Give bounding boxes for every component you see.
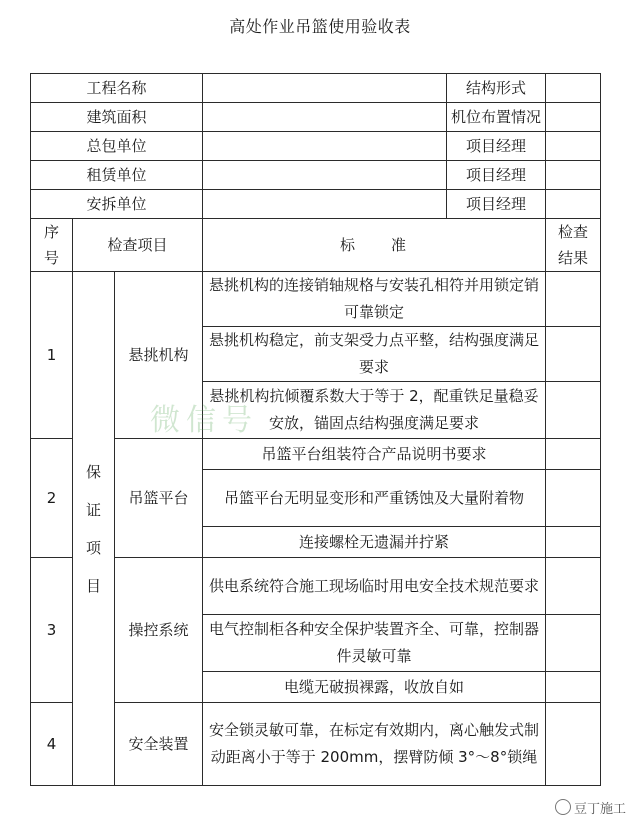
criterion-text: 悬挑机构的连接销轴规格与安装孔相符并用锁定销可靠锁定	[203, 272, 546, 327]
page-title: 高处作业吊篮使用验收表	[229, 17, 411, 36]
section-name: 吊篮平台	[115, 439, 203, 558]
inspection-table	[30, 73, 601, 786]
header-result: 检查 结果	[546, 219, 601, 272]
criterion-text: 电气控制柜各种安全保护装置齐全、可靠，控制器件灵敏可靠	[203, 615, 546, 672]
watermark: 微信号	[150, 403, 258, 438]
info-label: 结构形式	[447, 74, 546, 103]
info-label: 安拆单位	[31, 190, 203, 219]
info-label: 机位布置情况	[447, 103, 546, 132]
info-value	[546, 132, 601, 161]
criterion-row	[31, 703, 601, 786]
header-standard: 标 准	[203, 219, 546, 272]
criterion-text: 供电系统符合施工现场临时用电安全技术规范要求	[203, 558, 546, 615]
info-label: 总包单位	[31, 132, 203, 161]
info-row	[31, 103, 601, 132]
section-name: 安全装置	[115, 703, 203, 786]
criterion-text: 电缆无破损裸露，收放自如	[203, 672, 546, 703]
criterion-row	[31, 439, 601, 470]
result-cell	[546, 527, 601, 558]
info-value	[546, 103, 601, 132]
footer-brand	[555, 798, 626, 817]
info-value	[546, 161, 601, 190]
section-name: 操控系统	[115, 558, 203, 703]
info-label: 项目经理	[447, 190, 546, 219]
info-value	[546, 74, 601, 103]
result-cell	[546, 272, 601, 327]
header-row	[31, 219, 601, 272]
info-label: 建筑面积	[31, 103, 203, 132]
criterion-row	[31, 272, 601, 327]
info-row	[31, 190, 601, 219]
criterion-row	[31, 558, 601, 615]
section-number: 1	[31, 272, 73, 439]
section-number: 4	[31, 703, 73, 786]
result-cell	[546, 615, 601, 672]
info-value	[203, 190, 447, 219]
section-name: 悬挑机构	[115, 272, 203, 439]
info-value	[203, 132, 447, 161]
result-cell	[546, 439, 601, 470]
info-row	[31, 132, 601, 161]
result-cell	[546, 470, 601, 527]
result-cell	[546, 327, 601, 382]
header-seq: 序 号	[31, 219, 73, 272]
result-cell	[546, 672, 601, 703]
criterion-text: 吊篮平台无明显变形和严重锈蚀及大量附着物	[203, 470, 546, 527]
criterion-text: 吊篮平台组装符合产品说明书要求	[203, 439, 546, 470]
result-cell	[546, 703, 601, 786]
info-label: 项目经理	[447, 161, 546, 190]
category-label: 保 证 项 目	[73, 272, 115, 786]
section-number: 3	[31, 558, 73, 703]
brand-icon	[555, 799, 571, 815]
info-label: 项目经理	[447, 132, 546, 161]
info-row	[31, 161, 601, 190]
result-cell	[546, 558, 601, 615]
criterion-text: 悬挑机构抗倾覆系数大于等于 2，配重铁足量稳妥安放，锚固点结构强度满足要求	[203, 382, 546, 439]
info-value	[203, 74, 447, 103]
info-value	[203, 103, 447, 132]
info-row	[31, 74, 601, 103]
criterion-text: 安全锁灵敏可靠，在标定有效期内，离心触发式制动距离小于等于 200mm，摆臂防倾 3°～8°锁绳	[203, 703, 546, 786]
info-value	[203, 161, 447, 190]
info-label: 工程名称	[31, 74, 203, 103]
info-label: 租赁单位	[31, 161, 203, 190]
criterion-text: 连接螺栓无遗漏并拧紧	[203, 527, 546, 558]
section-number: 2	[31, 439, 73, 558]
criterion-text: 悬挑机构稳定，前支架受力点平整，结构强度满足要求	[203, 327, 546, 382]
footer-text: 豆丁施工	[573, 802, 626, 817]
header-item: 检查项目	[73, 219, 203, 272]
result-cell	[546, 382, 601, 439]
info-value	[546, 190, 601, 219]
